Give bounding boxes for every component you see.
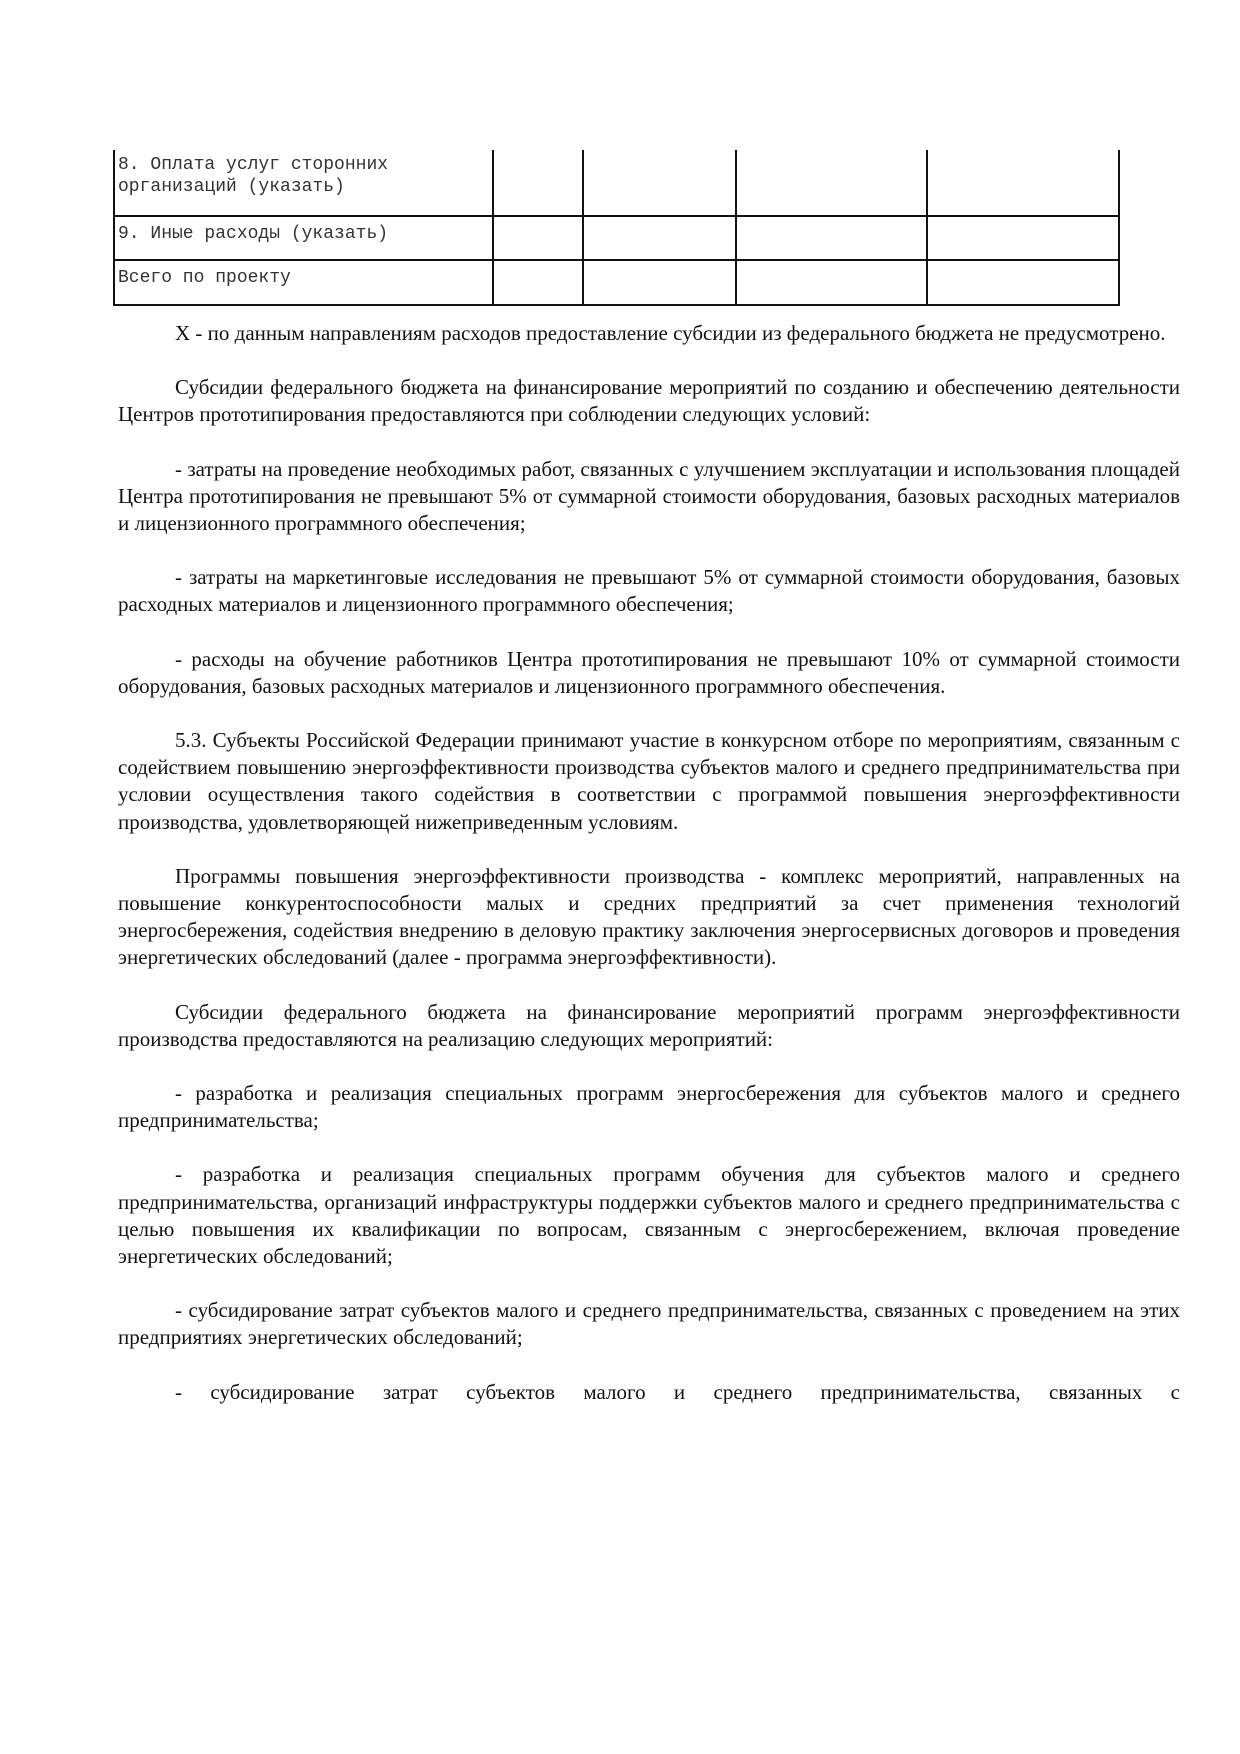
table-row xyxy=(114,150,1119,216)
table-cell xyxy=(927,260,1119,305)
paragraph-energy-subsidy-intro: Субсидии федерального бюджета на финансирование мероприятий программ энергоэффективности производства предоставляются на реализацию следующих мероприятий: xyxy=(118,999,1180,1051)
table-row xyxy=(114,216,1119,260)
row-label: Всего по проекту xyxy=(114,260,493,305)
paragraph-condition-marketing: - затраты на маркетинговые исследования не превышают 5% от суммарной стоимости оборудования, базовых расходных материалов и лицензионного программного обеспечения; xyxy=(118,565,1180,617)
paragraph-condition-training: - расходы на обучение работников Центра прототипирования не превышают 10% от суммарной стоимости оборудования, базовых расходных материалов и лицензионного программного обеспечения. xyxy=(118,646,1180,698)
table-cell xyxy=(736,150,927,216)
table-cell xyxy=(736,260,927,305)
paragraph-energy-program-definition: Программы повышения энергоэффективности производства - комплекс мероприятий, направленных на повышение конкурентоспособности малых и средних предприятий за счет применения технологий энергосбережения, содействия внедрению в деловую практику заключения энергосервисных договоров и проведения энергетических обследований (далее - программа энергоэффективности). xyxy=(118,863,1180,970)
table-cell xyxy=(927,216,1119,260)
table-cell xyxy=(493,260,583,305)
paragraph-section-5-3: 5.3. Субъекты Российской Федерации принимают участие в конкурсном отборе по мероприятиям, связанным с содействием повышению энергоэффективности производства субъектов малого и среднего предпринимательства при условии осуществления такого содействия в соответствии с программой повышения энергоэффективности производства, удовлетворяющей нижеприведенным условиям. xyxy=(118,728,1180,834)
budget-table xyxy=(113,150,1120,306)
paragraph-x-note: X - по данным направлениям расходов предоставление субсидии из федерального бюджета не предусмотрено. xyxy=(175,321,1166,345)
table-cell xyxy=(583,150,736,216)
row-label: 9. Иные расходы (указать) xyxy=(114,216,493,260)
table-row-total xyxy=(114,260,1119,305)
paragraph-item-energy-saving-programs: - разработка и реализация специальных программ энергосбережения для субъектов малого и среднего предпринимательства; xyxy=(118,1081,1180,1133)
paragraph-item-training-programs: - разработка и реализация специальных программ обучения для субъектов малого и среднего предпринимательства, организаций инфраструктуры поддержки субъектов малого и среднего предпринимательства с целью повышения их квалификации по вопросам, связанным с энергосбережением, включая проведение энергетических обследований; xyxy=(118,1162,1180,1269)
paragraph-prototyping-subsidy-conditions: Субсидии федерального бюджета на финансирование мероприятий по созданию и обеспечению деятельности Центров прототипирования предоставляются при соблюдении следующих условий: xyxy=(118,375,1180,427)
table-cell xyxy=(493,216,583,260)
table-cell xyxy=(493,150,583,216)
row-label: 8. Оплата услуг сторонних организаций (указать) xyxy=(114,150,493,216)
table-cell xyxy=(927,150,1119,216)
table-cell xyxy=(583,216,736,260)
table-cell xyxy=(583,260,736,305)
paragraph-item-audit-subsidy: - субсидирование затрат субъектов малого и среднего предпринимательства, связанных с проведением на этих предприятиях энергетических обследований; xyxy=(118,1298,1180,1350)
paragraph-condition-premises: - затраты на проведение необходимых работ, связанных с улучшением эксплуатации и использования площадей Центра прототипирования не превышают 5% от суммарной стоимости оборудования, базовых расходных материалов и лицензионного программного обеспечения; xyxy=(118,456,1180,536)
paragraph-item-cost-subsidy-continued: - субсидирование затрат субъектов малого и среднего предпринимательства, связанных с xyxy=(175,1379,1180,1404)
body-text xyxy=(118,320,1180,1433)
table-cell xyxy=(736,216,927,260)
